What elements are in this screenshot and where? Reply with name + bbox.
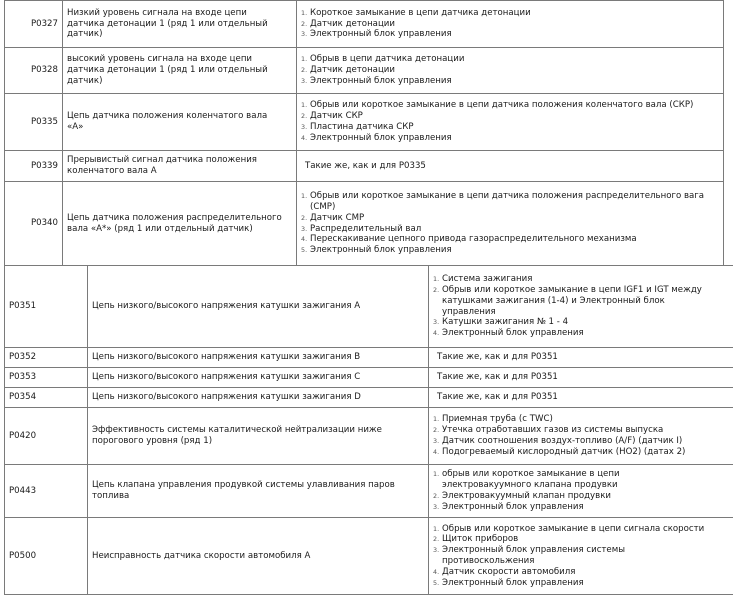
- cause-number: 3.: [433, 437, 440, 445]
- cause-number: 2.: [301, 66, 308, 75]
- cause-text-line: (СМР): [310, 201, 336, 212]
- cause-text-line: Электронный блок управления: [310, 245, 452, 256]
- cause-item: [301, 100, 719, 111]
- same-as-note: Такие же, как и для P0351: [437, 372, 558, 383]
- cause-item: [433, 285, 729, 317]
- cause-item: [433, 328, 729, 339]
- cause-number: 5.: [301, 246, 308, 255]
- dtc-description: [63, 48, 297, 94]
- description-line: топлива: [92, 491, 130, 501]
- cause-text-line: Электронный блок управления: [442, 328, 584, 339]
- dtc-description: [88, 518, 429, 595]
- table-row: [5, 408, 733, 465]
- cause-number: 1.: [433, 524, 440, 533]
- cause-number: 2.: [433, 426, 440, 435]
- dtc-description: [88, 368, 429, 388]
- dtc-causes: [297, 1, 724, 48]
- table-row: [5, 1, 724, 48]
- causes-list: [301, 8, 719, 40]
- cause-text-line: Катушки зажигания № 1 - 4: [442, 317, 569, 328]
- cause-text-line: Датчик СМР: [310, 212, 365, 223]
- dtc-code: P0354: [5, 388, 88, 408]
- cause-number: 2.: [301, 213, 308, 222]
- cause-item: [433, 502, 729, 513]
- cause-item: [301, 111, 719, 122]
- cause-number: 3.: [433, 502, 440, 511]
- table-row: [5, 94, 724, 151]
- cause-text: Обрыв или короткое замыкание в цепи датчика положения коленчатого вала (СКР): [310, 100, 694, 111]
- description-line: Цепь клапана управления продувкой системы улавливания паров: [92, 480, 395, 491]
- cause-text-line: Обрыв или короткое замыкание в цепи сигнала скорости: [442, 523, 705, 534]
- dtc-description: [88, 388, 429, 408]
- cause-item: [433, 524, 729, 535]
- dtc-code: P0443: [5, 465, 88, 518]
- cause-text-line: Электронный блок управления системы: [442, 545, 625, 556]
- cause-number: 1.: [301, 55, 308, 64]
- dtc-code: P0500: [5, 518, 88, 595]
- dtc-causes: [429, 368, 733, 388]
- table-row: [5, 151, 724, 182]
- cause-text: Электронный блок управления: [310, 132, 452, 143]
- causes-list: [433, 469, 729, 512]
- dtc-causes: [429, 408, 733, 465]
- cause-text-line: Распределительный вал: [310, 223, 422, 234]
- cause-text-line: обрыв или короткое замыкание в цепи: [442, 469, 620, 480]
- cause-text-line: Подогреваемый кислородный датчик (НО2) (датах 2): [442, 446, 686, 457]
- description-line: Прерывистый сигнал датчика положения: [67, 155, 257, 166]
- cause-text-line: Датчик соотношения воздух-топливо (A/F) (датчик I): [442, 436, 683, 446]
- cause-text: Обрыв в цепи датчика детонации: [310, 54, 465, 65]
- dtc-code: P0327: [5, 1, 63, 48]
- cause-number: 3.: [301, 30, 308, 39]
- cause-item: [433, 274, 729, 285]
- cause-item: [301, 213, 719, 224]
- same-as-note: Такие же, как и для P0351: [437, 352, 558, 363]
- description-line: датчик): [67, 75, 103, 86]
- dtc-table-1: [4, 0, 724, 266]
- cause-text-line: Электронный блок управления: [442, 577, 584, 588]
- cause-item: [301, 224, 719, 235]
- cause-text: Электронный блок управления: [310, 29, 452, 40]
- dtc-causes: [429, 348, 733, 368]
- cause-text: Датчик детонации: [310, 65, 395, 76]
- cause-number: 3.: [433, 318, 440, 327]
- cause-item: [301, 19, 719, 30]
- description-line: Цепь низкого/высокого напряжения катушки зажигания В: [92, 352, 361, 363]
- cause-item: [433, 436, 729, 447]
- description-line: датчика детонации 1 (ряд 1 или отдельный: [67, 18, 268, 29]
- table-row: [5, 182, 724, 266]
- cause-text-line: катушками зажигания (1-4) и Электронный блок: [442, 295, 665, 306]
- cause-item: [433, 545, 729, 567]
- description-line: Неисправность датчика скорости автомобиля А: [92, 550, 311, 561]
- cause-item: [301, 245, 719, 256]
- dtc-causes: [297, 94, 724, 151]
- cause-number: 3.: [301, 76, 308, 85]
- cause-item: [301, 234, 719, 245]
- dtc-description: [88, 266, 429, 348]
- cause-number: 4.: [433, 447, 440, 456]
- cause-text-line: Электронный блок управления: [442, 501, 584, 512]
- cause-text-line: Утечка отработавших газов из системы выпуска: [442, 425, 664, 436]
- cause-item: [433, 447, 729, 458]
- cause-text-line: противоскольжения: [442, 556, 535, 566]
- cause-item: [433, 534, 729, 545]
- cause-number: 2.: [301, 112, 308, 121]
- dtc-description: [88, 465, 429, 518]
- dtc-description: [63, 182, 297, 266]
- cause-text: Пластина датчика СКР: [310, 122, 414, 132]
- causes-list: [433, 524, 729, 589]
- cause-text-line: электровакуумного клапана продувки: [442, 480, 618, 491]
- dtc-code: P0352: [5, 348, 88, 368]
- dtc-causes: [297, 182, 724, 266]
- cause-text-line: Обрыв или короткое замыкание в цепи IGF1 и IGT между: [442, 284, 702, 295]
- cause-number: 1.: [433, 415, 440, 424]
- causes-list: [433, 414, 729, 457]
- dtc-description: [63, 94, 297, 151]
- table-row: [5, 388, 733, 408]
- description-line: Низкий уровень сигнала на входе цепи: [67, 7, 247, 18]
- cause-number: 3.: [433, 546, 440, 555]
- dtc-description: [88, 408, 429, 465]
- description-line: Цепь датчика положения распределительного: [67, 212, 282, 223]
- cause-number: 4.: [301, 235, 308, 244]
- cause-item: [433, 491, 729, 502]
- causes-list: [301, 191, 719, 256]
- dtc-causes: [429, 518, 733, 595]
- cause-text-line: Щиток приборов: [442, 534, 519, 545]
- cause-text-line: Обрыв или короткое замыкание в цепи датчика положения распределительного вага: [310, 191, 705, 202]
- cause-text-line: Приемная труба (с TWC): [442, 414, 553, 425]
- dtc-description: [63, 1, 297, 48]
- cause-item: [433, 578, 729, 589]
- cause-number: 5.: [433, 578, 440, 587]
- description-line: Цепь низкого/высокого напряжения катушки зажигания С: [92, 372, 361, 383]
- dtc-code: P0328: [5, 48, 63, 94]
- cause-text: Датчик детонации: [310, 18, 395, 29]
- dtc-code: P0351: [5, 266, 88, 348]
- cause-number: 1.: [433, 275, 440, 284]
- cause-number: 3.: [301, 123, 308, 131]
- cause-item: [433, 317, 729, 328]
- same-as-note: Такие же, как и для P0335: [305, 160, 426, 171]
- cause-text-line: Датчик скорости автомобиля: [442, 566, 576, 577]
- cause-number: 1.: [301, 192, 308, 201]
- dtc-table-2: [4, 265, 733, 595]
- cause-text-line: Перескакивание цепного привода газораспределительного механизма: [310, 234, 637, 245]
- cause-number: 3.: [301, 224, 308, 233]
- dtc-description: [88, 348, 429, 368]
- same-as-note: Такие же, как и для P0351: [437, 392, 558, 403]
- table-row: [5, 465, 733, 518]
- cause-text: Электронный блок управления: [310, 75, 452, 86]
- dtc-code: P0420: [5, 408, 88, 465]
- dtc-code: P0335: [5, 94, 63, 151]
- description-line: коленчатого вала А: [67, 166, 157, 176]
- cause-item: [433, 567, 729, 578]
- cause-item: [433, 425, 729, 436]
- dtc-code: P0353: [5, 368, 88, 388]
- description-line: Цепь низкого/высокого напряжения катушки зажигания А: [92, 301, 361, 312]
- cause-item: [301, 54, 719, 65]
- cause-text: Датчик СКР: [310, 111, 363, 122]
- cause-number: 1.: [301, 8, 308, 17]
- description-line: порогового уровня (ряд 1): [92, 436, 213, 446]
- description-line: Цепь низкого/высокого напряжения катушки зажигания D: [92, 392, 361, 403]
- cause-item: [433, 469, 729, 491]
- cause-number: 2.: [301, 19, 308, 28]
- cause-item: [301, 8, 719, 19]
- causes-list: [433, 274, 729, 339]
- description-line: Эффективность системы каталитической нейтрализации ниже: [92, 425, 382, 436]
- dtc-code: P0340: [5, 182, 63, 266]
- description-line: Цепь датчика положения коленчатого вала: [67, 111, 268, 122]
- cause-item: [301, 76, 719, 87]
- cause-item: [301, 191, 719, 213]
- cause-number: 4.: [433, 567, 440, 576]
- causes-list: [301, 100, 719, 143]
- cause-text-line: Система зажигания: [442, 274, 533, 285]
- dtc-causes: [429, 388, 733, 408]
- cause-text-line: Электровакуумный клапан продувки: [442, 491, 611, 501]
- table-row: [5, 348, 733, 368]
- description-line: «А»: [67, 122, 84, 132]
- cause-item: [433, 414, 729, 425]
- cause-item: [301, 133, 719, 144]
- cause-number: 4.: [433, 329, 440, 338]
- table-row: [5, 368, 733, 388]
- table-row: [5, 48, 724, 94]
- description-line: датчика детонации 1 (ряд 1 или отдельный: [67, 65, 268, 76]
- cause-number: 2.: [433, 535, 440, 544]
- cause-item: [301, 29, 719, 40]
- cause-item: [301, 122, 719, 133]
- dtc-description: [63, 151, 297, 182]
- dtc-code: P0339: [5, 151, 63, 182]
- cause-number: 4.: [301, 133, 308, 142]
- causes-list: [301, 54, 719, 86]
- cause-number: 2.: [433, 492, 440, 500]
- table-row: [5, 518, 733, 595]
- table-row: [5, 266, 733, 348]
- cause-number: 1.: [433, 470, 440, 479]
- cause-text: Короткое замыкание в цепи датчика детонации: [310, 7, 531, 18]
- dtc-causes: [429, 465, 733, 518]
- dtc-causes: [429, 266, 733, 348]
- cause-number: 1.: [301, 101, 308, 110]
- description-line: высокий уровень сигнала на входе цепи: [67, 54, 253, 65]
- cause-text-line: управления: [442, 306, 496, 317]
- dtc-causes: [297, 151, 724, 182]
- description-line: вала «А*» (ряд 1 или отдельный датчик): [67, 223, 253, 234]
- cause-item: [301, 65, 719, 76]
- description-line: датчик): [67, 29, 103, 40]
- cause-number: 2.: [433, 285, 440, 294]
- dtc-causes: [297, 48, 724, 94]
